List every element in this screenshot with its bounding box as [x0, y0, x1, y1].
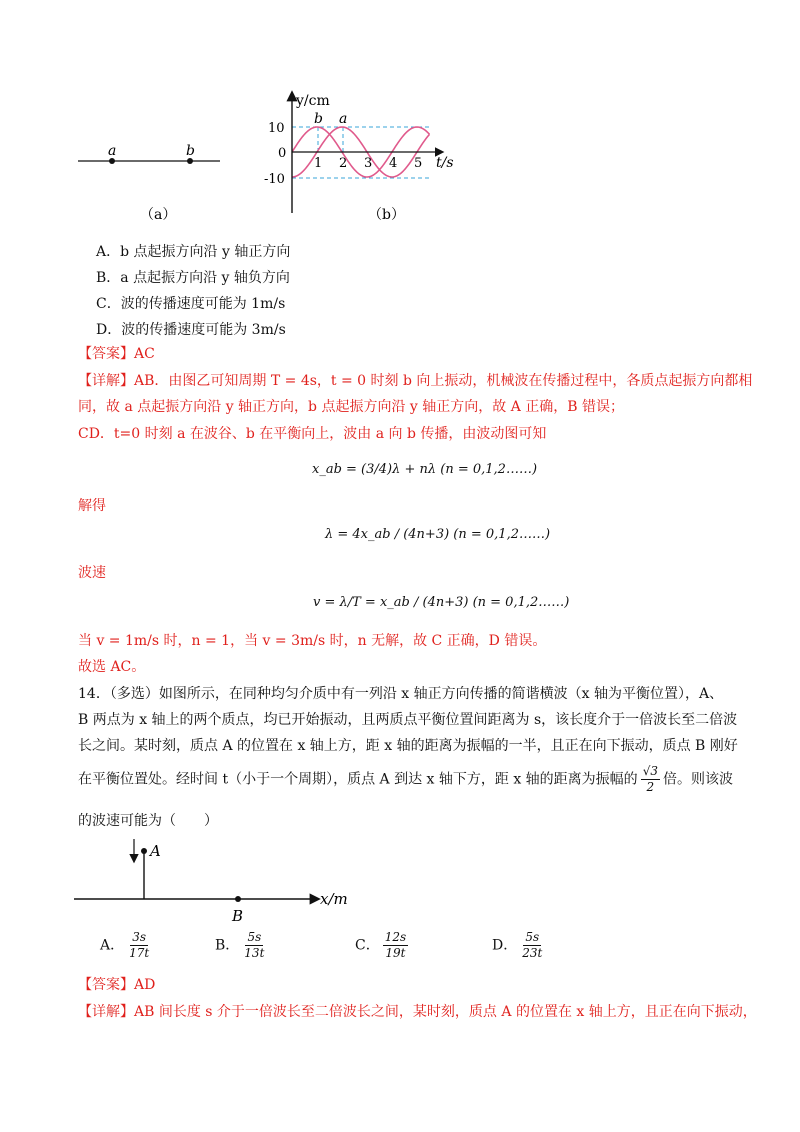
figure-b-caption: （b）	[368, 207, 405, 223]
q14-stem-line-3: 长之间。某时刻，质点 A 的位置在 x 轴上方，距 x 轴的距离为振幅的一半，且正在向下振动，质点 B 刚好	[78, 738, 738, 754]
q14-option-d[interactable]: D． $\frac{5s}{23t}$	[492, 930, 543, 960]
q14-stem-line-2: B 两点为 x 轴上的两个质点，均已开始振动，且两质点平衡位置间距离为 s，该长度介于一倍波长至二倍波	[78, 712, 738, 728]
t-tick-4: 4	[389, 156, 398, 171]
point-A-label: A	[150, 842, 161, 860]
t-axis-label: t/s	[436, 155, 454, 171]
point-a-label: a	[108, 143, 117, 159]
figure-b	[250, 85, 470, 225]
q13-option-d[interactable]: D．波的传播速度可能为 3m/s	[96, 322, 286, 338]
q13-final: 故选 AC。	[78, 659, 146, 675]
formula-2: λ = 4x_ab / (4n+3) (n = 0,1,2……)	[325, 527, 551, 542]
solve-label: 解得	[78, 498, 106, 514]
y-axis-label: y/cm	[296, 93, 330, 109]
q13-option-a[interactable]: A．b 点起振方向沿 y 轴正方向	[96, 244, 291, 260]
figure-a	[70, 135, 230, 225]
q13-option-b[interactable]: B．a 点起振方向沿 y 轴负方向	[96, 270, 290, 286]
t-tick-1: 1	[314, 156, 323, 171]
q14-option-a[interactable]: A． $\frac{3s}{17t}$	[100, 930, 150, 960]
marker-b: b	[314, 111, 323, 127]
figure-a-caption: （a）	[140, 207, 177, 223]
q14-option-b[interactable]: B． $\frac{5s}{13t}$	[215, 930, 265, 960]
q13-detail-line-3: CD．t=0 时刻 a 在波谷、b 在平衡向上，波由 a 向 b 传播，由波动图可知	[78, 426, 547, 442]
q13-answer: 【答案】AC	[78, 346, 155, 362]
q13-option-c[interactable]: C．波的传播速度可能为 1m/s	[96, 296, 286, 312]
speed-label: 波速	[78, 565, 106, 581]
q14-stem-line-1: 14．（多选）如图所示，在同种均匀介质中有一列沿 x 轴正方向传播的简谐横波（x 轴为平衡位置），A、	[78, 686, 724, 702]
q14-detail-line-1: 【详解】AB 间长度 s 介于一倍波长至二倍波长之间，某时刻，质点 A 的位置在 x 轴上方，且正在向下振动，	[78, 1004, 757, 1020]
q14-figure	[70, 835, 370, 925]
point-B-label: B	[232, 907, 244, 925]
q14-answer: 【答案】AD	[78, 977, 156, 993]
t-tick-5: 5	[414, 156, 423, 171]
y-tick-neg10: -10	[264, 172, 285, 187]
y-tick-0: 0	[278, 146, 287, 161]
q13-detail-line-2: 同，故 a 点起振方向沿 y 轴正方向，b 点起振方向沿 y 轴正方向，故 A 正确，B 错误；	[78, 399, 625, 415]
q13-conclusion: 当 v = 1m/s 时，n = 1，当 v = 3m/s 时，n 无解，故 C 正确，D 错误。	[78, 633, 547, 649]
q14-option-c[interactable]: C． $\frac{12s}{19t}$	[355, 930, 407, 960]
x-axis-label: x/m	[320, 890, 348, 908]
t-tick-3: 3	[364, 156, 373, 171]
point-B-dot	[235, 896, 241, 902]
formula-1: x_ab = (3/4)λ + nλ (n = 0,1,2……)	[312, 462, 538, 477]
q14-stem-line-5: 的波速可能为（ ）	[78, 813, 218, 829]
t-tick-2: 2	[339, 156, 348, 171]
y-tick-10: 10	[268, 121, 285, 136]
formula-3: v = λ/T = x_ab / (4n+3) (n = 0,1,2……)	[313, 595, 570, 610]
point-b-label: b	[186, 143, 195, 159]
sqrt3-over-2: $\frac{√3}{2}$	[642, 764, 658, 794]
q14-stem-line-4: 在平衡位置处。经时间 t（小于一个周期），质点 A 到达 x 轴下方，距 x 轴的距离为振幅的 $\frac{√3}{2}$ 倍。则该波	[78, 764, 733, 794]
q13-detail-line-1: 【详解】AB．由图乙可知周期 T = 4s，t = 0 时刻 b 向上振动，机械波在传播过程中，各质点起振方向都相	[78, 373, 753, 389]
point-A-dot	[141, 848, 147, 854]
marker-a: a	[339, 111, 348, 127]
